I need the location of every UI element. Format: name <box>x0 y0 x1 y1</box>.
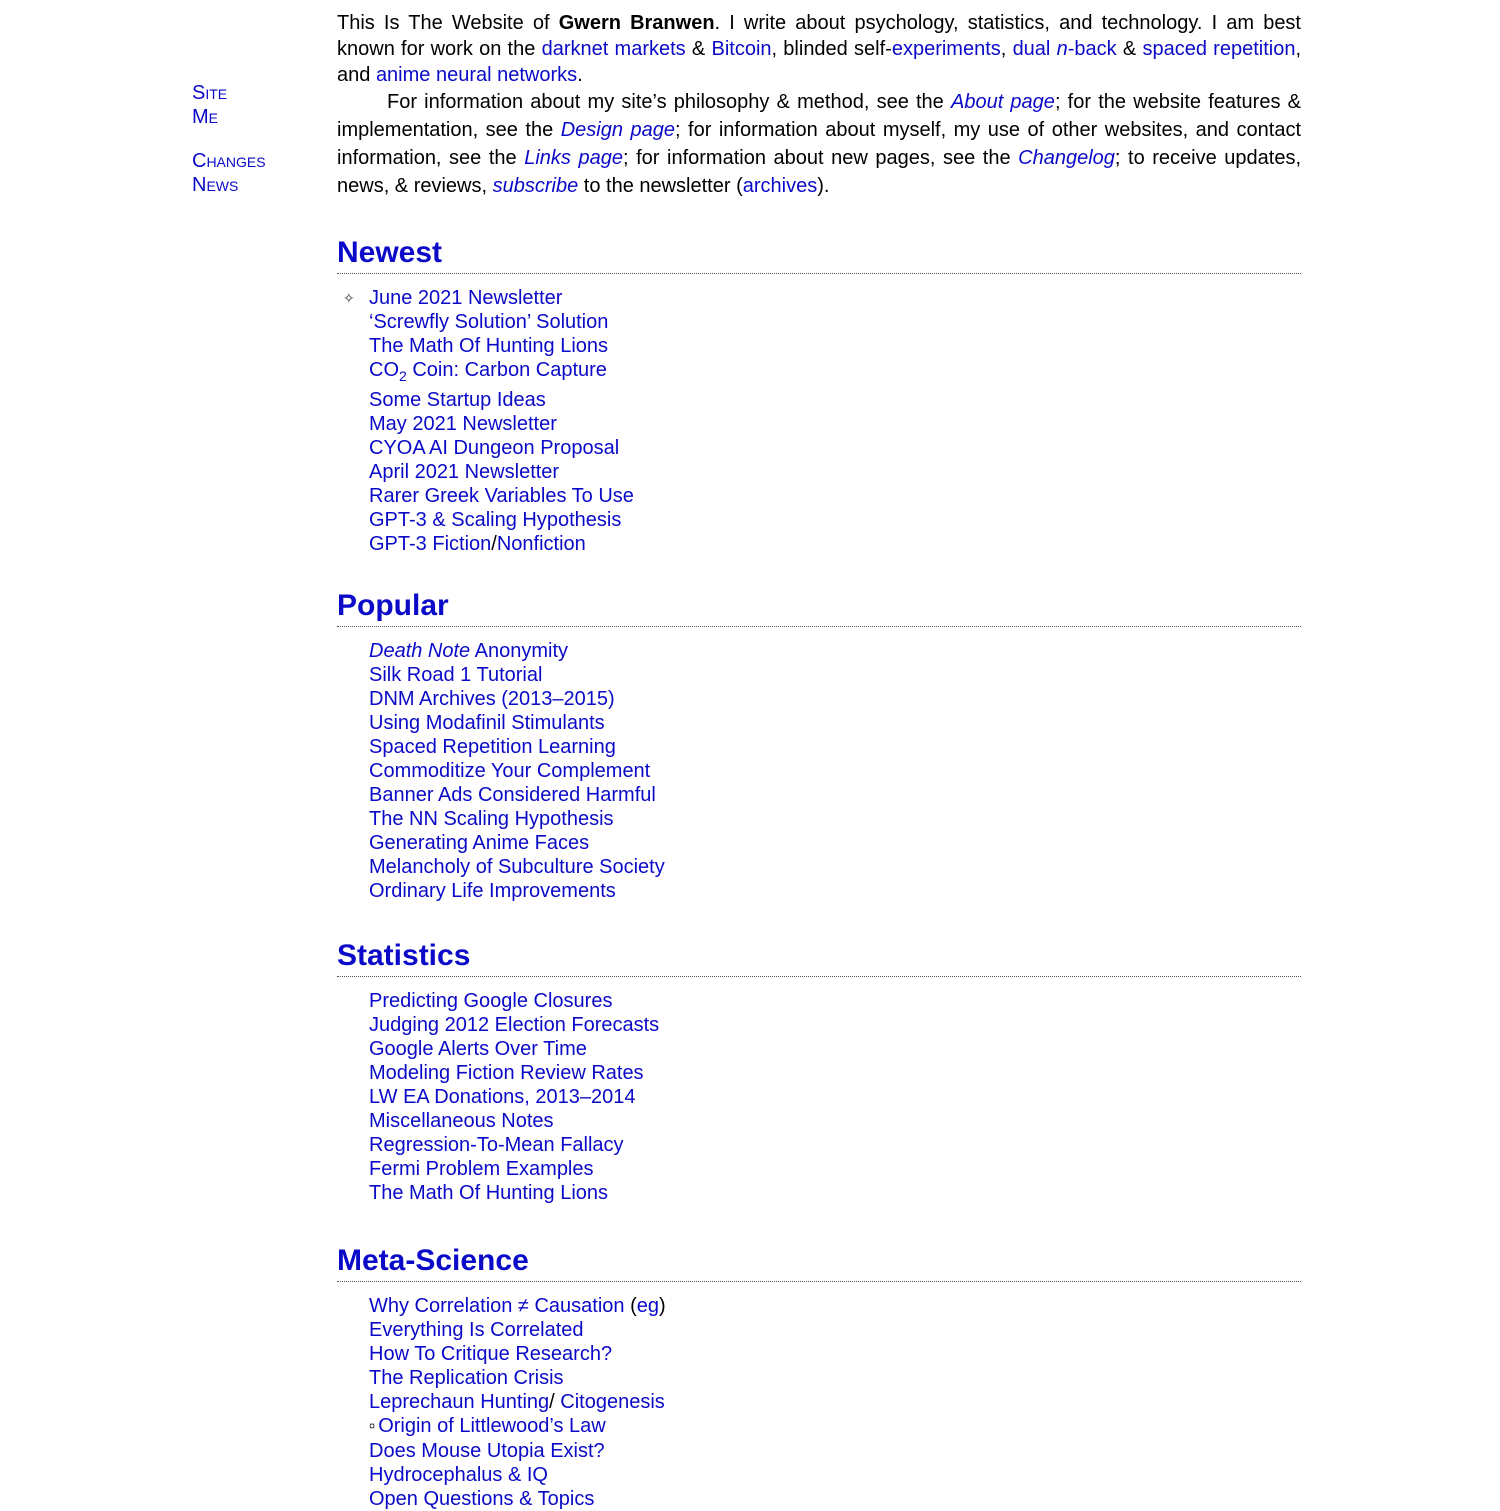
text-fragment: ( <box>624 1295 637 1317</box>
text-fragment: This Is The Website of <box>337 12 559 34</box>
list-item <box>369 484 1301 508</box>
link-spaced-repetition-learning[interactable]: Spaced Repetition Learning <box>369 736 616 758</box>
sparkle-bullet-icon: ✧ <box>343 290 355 306</box>
section-heading[interactable]: Statistics <box>337 936 1301 977</box>
link-why-correlation-causation[interactable]: Why Correlation ≠ Causation <box>369 1295 625 1317</box>
list-item <box>369 1487 1301 1511</box>
text-fragment: ; for information about myself, my use of other websites, and contact information, see the <box>337 119 1301 169</box>
list-item <box>369 388 1301 412</box>
link-the-nn-scaling-hypothesis[interactable]: The NN Scaling Hypothesis <box>369 808 614 830</box>
list-item <box>369 1013 1301 1037</box>
list-item <box>369 989 1301 1013</box>
link-changelog[interactable]: Changelog <box>1018 147 1115 169</box>
link-gpt-3-fiction[interactable]: GPT-3 Fiction <box>369 533 492 555</box>
section-meta-science <box>337 1241 1301 1511</box>
sidebar-spacer <box>192 129 312 149</box>
link-ordinary-life-improvements[interactable]: Ordinary Life Improvements <box>369 880 616 902</box>
link-coin-carbon-capture[interactable]: Coin: Carbon Capture <box>406 359 607 381</box>
list-item <box>369 1037 1301 1061</box>
text-fragment: . <box>577 64 583 86</box>
list-item <box>369 639 1301 663</box>
list-item <box>369 412 1301 436</box>
link-2[interactable]: 2 <box>399 368 407 384</box>
link-back[interactable]: -back <box>1067 38 1117 60</box>
link-links-page[interactable]: Links page <box>524 147 623 169</box>
list-item <box>369 1463 1301 1487</box>
sidebar-link-me[interactable]: Me <box>192 106 218 128</box>
list-item <box>369 436 1301 460</box>
list-item <box>369 1414 1301 1439</box>
link-anime-neural-networks[interactable]: anime neural networks <box>375 64 578 86</box>
link-may-2021-newsletter[interactable]: May 2021 Newsletter <box>369 413 557 435</box>
link-does-mouse-utopia-exist[interactable]: Does Mouse Utopia Exist? <box>369 1439 605 1462</box>
link-fermi-problem-examples[interactable]: Fermi Problem Examples <box>369 1158 594 1180</box>
link-lw-ea-donations-2013-2014[interactable]: LW EA Donations, 2013–2014 <box>369 1086 636 1108</box>
list-item <box>369 1181 1301 1205</box>
link-everything-is-correlated[interactable]: Everything Is Correlated <box>369 1319 584 1341</box>
text-fragment: / <box>549 1391 561 1413</box>
link-cyoa-ai-dungeon-proposal[interactable]: CYOA AI Dungeon Proposal <box>369 437 620 459</box>
link-banner-ads-considered-harmful[interactable]: Banner Ads Considered Harmful <box>369 784 656 806</box>
link-dnm-archives-2013-2015[interactable]: DNM Archives (2013–2015) <box>369 688 615 710</box>
main-content <box>337 10 1301 1511</box>
list-item <box>369 310 1301 334</box>
link-april-2021-newsletter[interactable]: April 2021 Newsletter <box>369 461 560 483</box>
text-fragment: ; to receive updates, news, & reviews, <box>337 147 1302 197</box>
link-design-page[interactable]: Design page <box>560 119 675 141</box>
link-co[interactable]: CO <box>369 359 399 381</box>
section-popular <box>337 586 1301 903</box>
site-sidebar <box>192 81 312 197</box>
intro-paragraph <box>337 10 1301 88</box>
list-item <box>369 759 1301 783</box>
index-sections <box>337 233 1301 1511</box>
list-item <box>369 358 1301 388</box>
list-item <box>369 1085 1301 1109</box>
link-regression-to-mean-fallacy[interactable]: Regression-To-Mean Fallacy <box>369 1134 624 1156</box>
sidebar-link-changes[interactable]: Changes <box>192 150 266 172</box>
section-list <box>337 639 1301 903</box>
list-item <box>369 831 1301 855</box>
link-commoditize-your-complement[interactable]: Commoditize Your Complement <box>369 760 651 782</box>
link-subscribe[interactable]: subscribe <box>492 175 579 197</box>
section-statistics <box>337 936 1301 1205</box>
link-eg[interactable]: eg <box>636 1295 659 1317</box>
link-anonymity[interactable]: Anonymity <box>470 640 568 662</box>
link-nonfiction[interactable]: Nonfiction <box>496 533 586 555</box>
link-spaced-repetition[interactable]: spaced repetition <box>1142 38 1296 60</box>
marker-icon: ¤ <box>369 1420 379 1433</box>
link-about-page[interactable]: About page <box>950 91 1055 113</box>
list-item <box>343 286 1301 310</box>
list-item <box>369 1366 1301 1390</box>
link-modeling-fiction-review-rates[interactable]: Modeling Fiction Review Rates <box>369 1062 644 1084</box>
text-fragment: . I write about psychology, statistics, and technology. I am best known for work on the <box>337 12 1301 60</box>
link-leprechaun-hunting[interactable]: Leprechaun Hunting <box>369 1391 550 1413</box>
link-gpt-3-scaling-hypothesis[interactable]: GPT-3 & Scaling Hypothesis <box>369 509 622 531</box>
link-hydrocephalus-iq[interactable]: Hydrocephalus & IQ <box>369 1463 548 1486</box>
list-item <box>369 663 1301 687</box>
link-origin-of-littlewood-s-law[interactable]: Origin of Littlewood’s Law <box>378 1415 606 1437</box>
list-item <box>369 1294 1301 1318</box>
link-death-note[interactable]: Death Note <box>369 640 471 662</box>
list-item <box>369 879 1301 903</box>
link-the-math-of-hunting-lions[interactable]: The Math Of Hunting Lions <box>369 335 609 357</box>
text-fragment: ) <box>659 1295 666 1317</box>
link-archives[interactable]: archives <box>742 175 818 197</box>
link-june-2021-newsletter[interactable]: June 2021 Newsletter <box>369 287 563 309</box>
link-bitcoin[interactable]: Bitcoin <box>711 38 772 60</box>
link-how-to-critique-research[interactable]: How To Critique Research? <box>369 1343 613 1365</box>
link-melancholy-of-subculture-society[interactable]: Melancholy of Subculture Society <box>369 856 665 878</box>
link-the-math-of-hunting-lions[interactable]: The Math Of Hunting Lions <box>369 1182 609 1204</box>
list-item <box>369 532 1301 556</box>
section-heading[interactable]: Popular <box>337 586 1301 627</box>
list-item <box>369 1061 1301 1085</box>
info-paragraph <box>337 88 1301 200</box>
text-fragment: , <box>1000 38 1013 60</box>
text-fragment: & <box>1116 38 1143 60</box>
link-miscellaneous-notes[interactable]: Miscellaneous Notes <box>369 1110 554 1132</box>
link-some-startup-ideas[interactable]: Some Startup Ideas <box>369 389 546 411</box>
text-fragment: & <box>685 38 712 60</box>
text-fragment: For information about my site’s philosophy & method, see the <box>387 91 951 113</box>
section-heading[interactable]: Newest <box>337 233 1301 274</box>
sidebar-link-news[interactable]: News <box>192 174 239 196</box>
link-darknet-markets[interactable]: darknet markets <box>541 38 686 60</box>
link-dual[interactable]: dual <box>1012 38 1057 60</box>
section-list <box>337 286 1301 556</box>
link-n[interactable]: n <box>1056 38 1068 60</box>
list-item <box>369 1157 1301 1181</box>
link-judging-2012-election-forecasts[interactable]: Judging 2012 Election Forecasts <box>369 1014 660 1036</box>
list-item <box>369 508 1301 532</box>
link-experiments[interactable]: experiments <box>891 38 1001 60</box>
list-item <box>369 1390 1301 1414</box>
link-generating-anime-faces[interactable]: Generating Anime Faces <box>369 832 590 854</box>
list-item <box>369 687 1301 711</box>
link-open-questions-topics[interactable]: Open Questions & Topics <box>369 1487 595 1510</box>
link-screwfly-solution-solution[interactable]: ‘Screwfly Solution’ Solution <box>369 311 609 333</box>
sidebar-link-site[interactable]: Site <box>192 82 228 104</box>
list-item <box>369 460 1301 484</box>
section-list <box>337 1294 1301 1511</box>
list-item <box>369 1439 1301 1463</box>
list-item <box>369 783 1301 807</box>
list-item <box>369 711 1301 735</box>
list-item <box>369 334 1301 358</box>
text-fragment: , and <box>337 38 1302 86</box>
link-rarer-greek-variables-to-use[interactable]: Rarer Greek Variables To Use <box>369 485 634 507</box>
list-item <box>369 1342 1301 1366</box>
link-the-replication-crisis[interactable]: The Replication Crisis <box>369 1367 564 1389</box>
text-fragment: ; for the website features & implementation, see the <box>337 91 1301 141</box>
link-citogenesis[interactable]: Citogenesis <box>560 1391 665 1413</box>
text-fragment: , blinded self- <box>771 38 892 60</box>
text-fragment: ; for information about new pages, see the <box>622 147 1019 169</box>
text-fragment: ). <box>817 175 830 197</box>
link-predicting-google-closures[interactable]: Predicting Google Closures <box>369 990 613 1012</box>
link-silk-road-1-tutorial[interactable]: Silk Road 1 Tutorial <box>369 664 543 686</box>
list-item <box>369 1318 1301 1342</box>
subscript <box>399 368 407 384</box>
section-heading[interactable]: Meta-Science <box>337 1241 1301 1282</box>
text-fragment: to the newsletter ( <box>578 175 743 197</box>
bold-text: Gwern Branwen <box>558 12 715 34</box>
list-item <box>369 807 1301 831</box>
link-google-alerts-over-time[interactable]: Google Alerts Over Time <box>369 1038 587 1060</box>
section-newest <box>337 233 1301 556</box>
list-item <box>369 1109 1301 1133</box>
section-list <box>337 989 1301 1205</box>
link-using-modafinil-stimulants[interactable]: Using Modafinil Stimulants <box>369 712 605 734</box>
list-item <box>369 735 1301 759</box>
list-item <box>369 855 1301 879</box>
text-fragment: / <box>491 533 497 555</box>
list-item <box>369 1133 1301 1157</box>
